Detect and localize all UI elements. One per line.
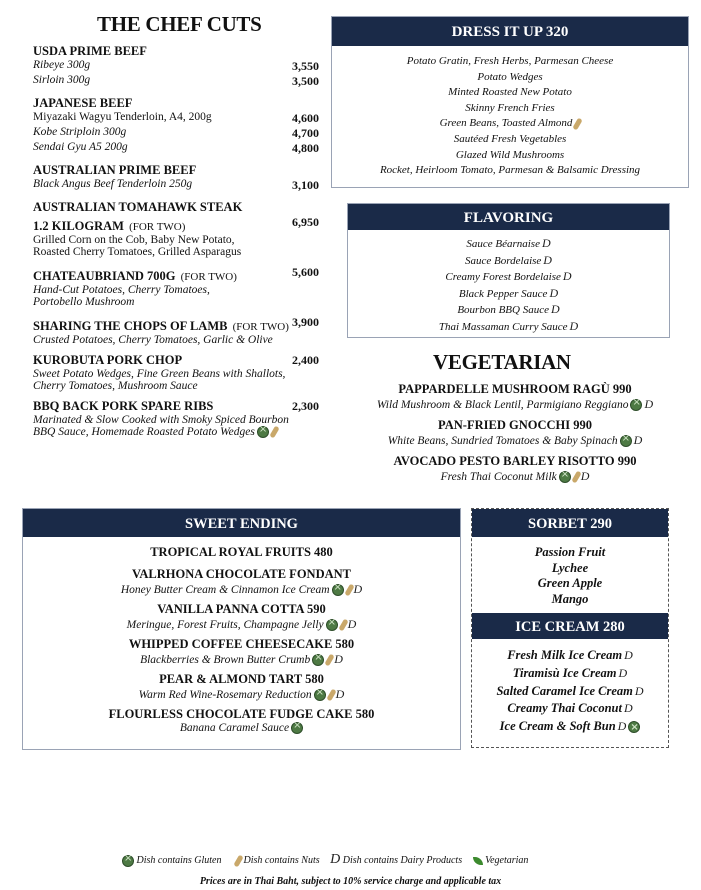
sweet-list	[23, 545, 460, 734]
item-description: Honey Butter Cream & Cinnamon Ice Cream× D	[23, 582, 460, 597]
flavoring-list	[348, 236, 669, 336]
menu-item: Sirloin 300g 3,500	[33, 74, 319, 88]
list-item: Tiramisù Ice Cream D	[512, 665, 628, 680]
item-description: Sweet Potato Wedges, Fine Green Beans with Shallots,	[33, 368, 286, 380]
dairy-icon: D	[569, 318, 579, 333]
legend-dairy: Dish contains Dairy Products	[342, 855, 463, 866]
item-description: Portobello Mushroom	[33, 296, 135, 308]
item-description: BBQ Sauce, Homemade Roasted Potato Wedges×	[33, 426, 319, 438]
nuts-icon	[233, 854, 243, 867]
flavoring-box	[347, 203, 670, 338]
dessert-name: PEAR & ALMOND TART 580	[159, 672, 324, 686]
list-item: Sauce Béarnaise D	[466, 236, 551, 250]
item-description: White Beans, Sundried Tomatoes & Baby Spinach× D	[340, 433, 690, 448]
dessert-name: WHIPPED COFFEE CHEESECAKE 580	[128, 637, 355, 651]
list-item: Minted Roasted New Potato	[448, 86, 572, 99]
gluten-icon	[291, 722, 303, 734]
legend-gluten: Dish contains Gluten	[136, 855, 222, 866]
nuts-icon	[269, 426, 279, 439]
dairy-icon: D	[330, 852, 341, 867]
sweet-ending-box	[22, 508, 461, 750]
dessert-name: VALRHONA CHOCOLATE FONDANT	[131, 567, 351, 581]
list-item: Rocket, Heirloom Tomato, Parmesan & Balsamic Dressing	[379, 164, 641, 177]
item-description: Meringue, Forest Fruits, Champagne Jelly× D	[23, 617, 460, 632]
vegetarian-list	[340, 382, 690, 484]
tomahawk-heading: AUSTRALIAN TOMAHAWK STEAK	[33, 200, 243, 214]
gluten-icon	[122, 855, 134, 867]
item-description: Crusted Potatoes, Cherry Tomatoes, Garlic & Olive	[33, 334, 273, 346]
vegetarian-item-name: PAN-FRIED GNOCCHI 990	[438, 418, 592, 432]
dairy-icon: D	[633, 433, 643, 447]
item-description: Hand-Cut Potatoes, Cherry Tomatoes,	[33, 284, 210, 296]
list-item: Green Beans, Toasted Almond	[332, 116, 688, 132]
legend-vegetarian: Vegetarian	[485, 855, 529, 866]
dress-it-up-banner: DRESS IT UP 320	[332, 17, 688, 46]
dress-list	[332, 54, 688, 179]
vegetarian-leaf-icon	[473, 857, 483, 865]
vegetarian-item-name: PAPPARDELLE MUSHROOM RAGÙ 990	[398, 382, 632, 396]
chef-cuts-title: THE CHEF CUTS	[97, 12, 262, 36]
list-item: Glazed Wild Mushrooms	[455, 148, 565, 161]
list-item: Sauce Bordelaise D	[465, 252, 552, 267]
item-description: Warm Red Wine-Rosemary Reduction× D	[23, 687, 460, 702]
list-item: Potato Gratin, Fresh Herbs, Parmesan Cheese	[406, 55, 614, 67]
vegetarian-item-name: AVOCADO PESTO BARLEY RISOTTO 990	[393, 454, 637, 468]
usda-heading: USDA PRIME BEEF	[33, 44, 147, 58]
item-description: Marinated & Slow Cooked with Smoky Spiced Bourbon	[33, 414, 289, 426]
sorbet-banner: SORBET 290	[472, 509, 668, 537]
item-description: Fresh Thai Coconut Milk× D	[340, 469, 690, 484]
vegetarian-title: VEGETARIAN	[433, 350, 571, 374]
dairy-icon: D	[541, 236, 551, 250]
menu-item: 1.2 KILOGRAM (FOR TWO) 6,950	[33, 215, 319, 233]
item-description: Cherry Tomatoes, Mushroom Sauce	[33, 380, 198, 392]
dessert-name: VANILLA PANNA COTTA 590	[157, 602, 326, 616]
list-item: Lychee	[551, 560, 589, 575]
dairy-icon: D	[618, 665, 628, 680]
flavoring-banner: FLAVORING	[348, 204, 669, 230]
dairy-icon: D	[335, 687, 345, 701]
dairy-icon: D	[347, 617, 357, 631]
sorbet-icecream-box	[471, 508, 669, 748]
dairy-icon: D	[550, 302, 560, 317]
dairy-icon: D	[543, 252, 552, 267]
gluten-icon	[630, 399, 642, 411]
dairy-icon: D	[644, 397, 654, 411]
australian-heading: AUSTRALIAN PRIME BEEF	[33, 163, 197, 177]
icecream-list	[472, 647, 668, 736]
dairy-icon: D	[617, 719, 627, 734]
list-item: Bourbon BBQ Sauce D	[457, 302, 560, 317]
sorbet-list	[472, 545, 668, 607]
nuts-icon	[573, 117, 583, 130]
menu-item: CHATEAUBRIAND 700G (FOR TWO) 5,600	[33, 265, 319, 283]
gluten-icon	[620, 435, 632, 447]
item-description: Roasted Cherry Tomatoes, Grilled Asparagus	[33, 246, 242, 258]
list-item: Black Pepper Sauce D	[458, 285, 559, 300]
icecream-banner: ICE CREAM 280	[472, 613, 668, 639]
menu-item: SHARING THE CHOPS OF LAMB (FOR TWO) 3,900	[33, 315, 319, 333]
dress-it-up-box	[331, 16, 689, 188]
menu-item: Sendai Gyu A5 200g 4,800	[33, 141, 319, 155]
list-item: Sautéed Fresh Vegetables	[453, 132, 567, 145]
list-item: Creamy Forest Bordelaise D	[445, 269, 572, 284]
item-description: Blackberries & Brown Butter Crumb× D	[23, 652, 460, 667]
menu-item: Miyazaki Wagyu Tenderloin, A4, 200g 4,600	[33, 111, 319, 125]
list-item: Passion Fruit	[534, 545, 606, 559]
menu-item: Kobe Striploin 300g 4,700	[33, 126, 319, 140]
dairy-icon: D	[334, 652, 343, 666]
allergen-legend	[120, 852, 590, 868]
dairy-icon: D	[353, 582, 363, 596]
menu-item: Ribeye 300g 3,550	[33, 59, 319, 73]
dairy-icon: D	[580, 469, 590, 483]
dessert-name: FLOURLESS CHOCOLATE FUDGE CAKE 580	[108, 707, 375, 721]
chef-cuts-list	[33, 44, 319, 438]
menu-item: BBQ BACK PORK SPARE RIBS 2,300	[33, 399, 319, 413]
legend-nuts: Dish contains Nuts	[243, 855, 320, 866]
menu-item: KUROBUTA PORK CHOP 2,400	[33, 353, 319, 367]
gluten-icon	[314, 689, 326, 701]
dairy-icon: D	[624, 648, 633, 662]
list-item: Mango	[551, 591, 589, 606]
menu-item: Black Angus Beef Tenderloin 250g 3,100	[33, 178, 319, 192]
footer-note: Prices are in Thai Baht, subject to 10% service charge and applicable tax	[199, 876, 502, 887]
dairy-icon: D	[562, 269, 572, 284]
nuts-icon	[326, 689, 336, 702]
gluten-icon	[257, 426, 269, 438]
gluten-icon	[332, 584, 344, 596]
list-item: Salted Caramel Ice Cream D	[496, 683, 644, 698]
dessert-name: TROPICAL ROYAL FRUITS 480	[150, 545, 333, 559]
list-item: Potato Wedges	[477, 70, 543, 83]
list-item: Skinny French Fries	[465, 101, 555, 114]
nuts-icon	[338, 619, 348, 632]
item-description: Grilled Corn on the Cob, Baby New Potato,	[33, 234, 235, 246]
list-item: Thai Massaman Curry Sauce D	[438, 318, 579, 333]
nuts-icon	[344, 584, 354, 597]
dairy-icon: D	[623, 701, 633, 716]
list-item: Creamy Thai Coconut D	[507, 701, 633, 716]
item-description: Wild Mushroom & Black Lentil, Parmigiano Reggiano× D	[340, 397, 690, 412]
list-item: Green Apple	[537, 576, 603, 590]
gluten-icon	[559, 471, 571, 483]
sweet-ending-banner: SWEET ENDING	[23, 509, 460, 537]
gluten-icon	[628, 721, 640, 733]
list-item: Ice Cream & Soft Bun D×	[472, 718, 668, 736]
dairy-icon: D	[549, 285, 559, 300]
item-description: Banana Caramel Sauce×	[23, 722, 460, 734]
gluten-icon	[326, 619, 338, 631]
gluten-icon	[312, 654, 324, 666]
nuts-icon	[571, 471, 581, 484]
dairy-icon: D	[634, 683, 644, 698]
list-item: Fresh Milk Ice Cream D	[507, 648, 633, 662]
japanese-heading: JAPANESE BEEF	[33, 96, 133, 110]
